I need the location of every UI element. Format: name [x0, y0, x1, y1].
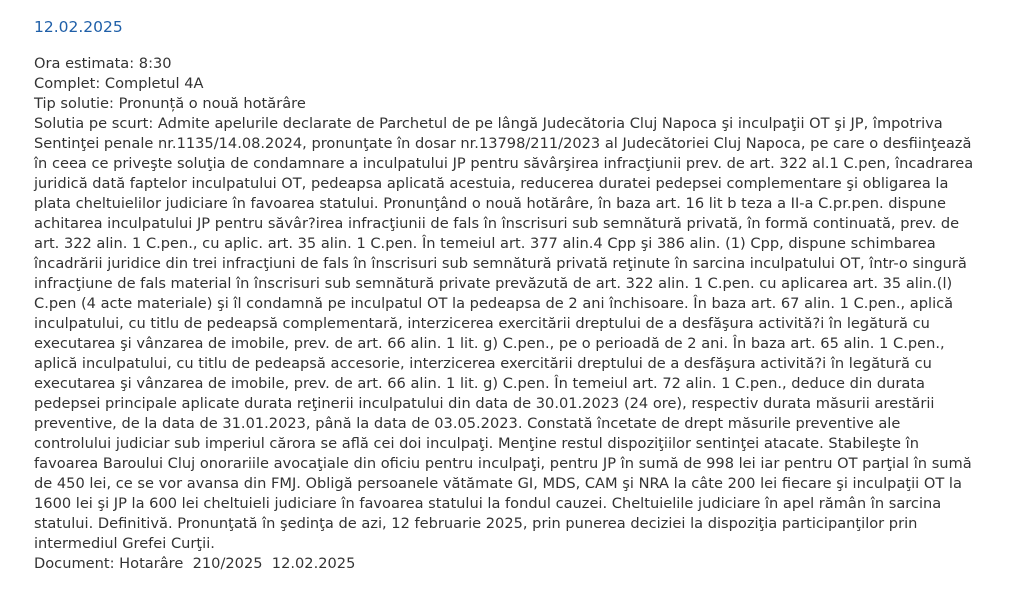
panel-complet: Complet: Completul 4A	[34, 75, 204, 92]
solution-summary: Solutia pe scurt: Admite apelurile declarate de Parchetul de pe lângă Judecătoria Cluj Napoca şi inculpaţii OT şi JP, împotriva Sentinţei penale nr.1135/14.08.2024, pronunţate în dosar nr.13798/211/2023 al Judecătoriei Cluj Napoca, pe care o desfiinţează în ceea ce priveşte soluţia de condamnare a inculpatului JP pentru săvârşirea infracţiunii prev. de art. 322 al.1 C.pen, încadrarea juridică dată faptelor inculpatului OT, pedeapsa aplicată acestuia, reducerea duratei pedepsei complementare şi obligarea la plata cheltuielilor judiciare în favoarea statului. Pronunţând o nouă hotărâre, în baza art. 16 lit b teza a II-a C.pr.pen. dispune achitarea inculpatului JP pentru săvâr?irea infracţiunii de fals în înscrisuri sub semnătură privată, în formă continuată, prev. de art. 322 alin. 1 C.pen., cu aplic. art. 35 alin. 1 C.pen. În temeiul art. 377 alin.4 Cpp şi 386 alin. (1) Cpp, dispune schimbarea încadrării juridice din trei infracţiuni de fals în înscrisuri sub semnătură privată reţinute în sarcina inculpatului OT, într-o singură infracţiune de fals material în înscrisuri sub semnătură private prevăzută de art. 322 alin. 1 C.pen. cu aplicarea art. 35 alin.(l) C.pen (4 acte materiale) şi îl condamnă pe inculpatul OT la pedeapsa de 2 ani închisoare. În baza art. 67 alin. 1 C.pen., aplică inculpatului, cu titlu de pedeapsă complementară, interzicerea exercitării dreptului de a desfăşura activită?i în legătură cu executarea şi vânzarea de imobile, prev. de art. 66 alin. 1 lit. g) C.pen., pe o perioadă de 2 ani. În baza art. 65 alin. 1 C.pen., aplică inculpatului, cu titlu de pedeapsă accesorie, interzicerea exercitării dreptului de a desfăşura activită?i în legătură cu executarea şi vânzarea de imobile, prev. de art. 66 alin. 1 lit. g) C.pen. În temeiul art. 72 alin. 1 C.pen., deduce din durata pedepsei principale aplicate durata reţinerii inculpatului din data de 30.01.2023 (24 ore), respectiv durata măsurii arestării preventive, de la data de 31.01.2023, până la data de 03.05.2023. Constată încetate de drept măsurile preventive ale controlului judiciar sub imperiul cărora se află cei doi inculpaţi. Menţine restul dispoziţiilor sentinţei atacate. Stabileşte în favoarea Baroului Cluj onorariile avocaţiale din oficiu pentru inculpaţi, pentru JP în sumă de 998 lei iar pentru OT parţial în sumă de 450 lei, ce se vor avansa din FMJ. Obligă persoanele vătămate GI, MDS, CAM şi NRA la câte 200 lei fiecare şi inculpaţii OT la 1600 lei şi JP la 600 lei cheltuieli judiciare în favoarea statului la fondul cauzei. Cheltuielile judiciare în apel rămân în sarcina statului. Definitivă. Pronunţată în şedinţa de azi, 12 februarie 2025, prin punerea deciziei la dispoziţia participanţilor prin intermediul Grefei Curţii.	[34, 115, 974, 552]
hearing-date-heading: 12.02.2025	[34, 18, 123, 36]
document-reference: Document: Hotarâre 210/2025 12.02.2025	[34, 555, 356, 572]
solution-type: Tip solutie: Pronunță o nouă hotărâre	[34, 95, 306, 112]
estimated-time: Ora estimata: 8:30	[34, 55, 172, 72]
